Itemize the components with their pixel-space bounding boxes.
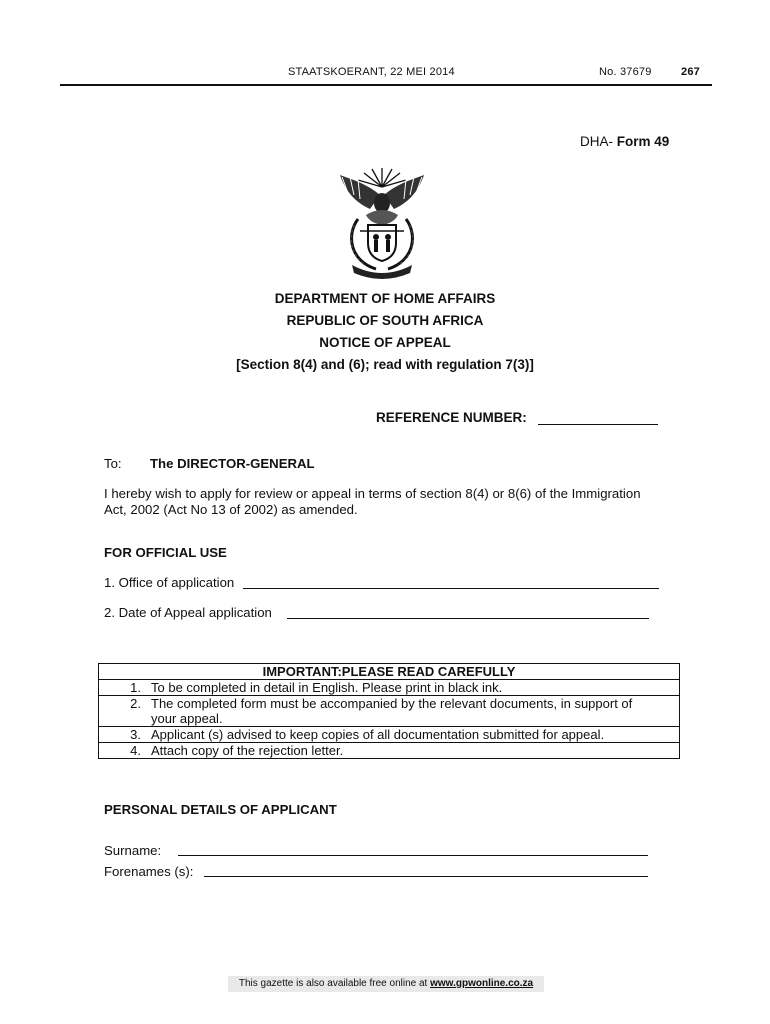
surname-label: Surname: [104,843,162,858]
title-section: [Section 8(4) and (6); read with regulation 7(3)] [236,357,534,372]
title-department: DEPARTMENT OF HOME AFFAIRS [274,291,496,306]
header-rule [60,84,712,86]
table-row [99,727,680,743]
instruction-number: 3. [99,727,148,743]
to-label: To: [104,456,122,471]
intro-line-1: I hereby wish to apply for review or appeal in terms of section 8(4) or 8(6) of the Immigration [104,486,641,501]
important-heading: IMPORTANT:PLEASE READ CAREFULLY [99,664,680,680]
important-instructions-table [98,663,680,759]
date-of-appeal-label: 2. Date of Appeal application [104,605,272,620]
title-republic: REPUBLIC OF SOUTH AFRICA [286,313,484,328]
instruction-text: Applicant (s) advised to keep copies of all documentation submitted for appeal. [147,727,680,743]
official-use-heading: FOR OFFICIAL USE [104,545,227,560]
personal-details-heading: PERSONAL DETAILS OF APPLICANT [104,802,337,817]
addressee-name: The DIRECTOR-GENERAL [150,456,315,471]
office-of-application-field[interactable] [243,588,659,589]
date-of-appeal-field[interactable] [287,618,649,619]
instruction-text-line-1: The completed form must be accompanied by the relevant documents, in support of [151,696,633,711]
form-id-prefix: DHA- [580,134,613,149]
surname-field[interactable] [178,855,648,856]
instruction-text: Attach copy of the rejection letter. [147,743,680,759]
instruction-text-line-2: your appeal. [151,711,223,726]
form-id [580,134,669,149]
gazette-number: No. 37679 [599,66,652,78]
footer-notice [228,976,544,992]
forenames-label: Forenames (s): [104,864,194,879]
table-row [99,680,680,696]
gazette-title: STAATSKOERANT, 22 MEI 2014 [288,66,455,78]
intro-line-2: Act, 2002 (Act No 13 of 2002) as amended. [104,502,358,517]
form-id-label: Form 49 [616,134,670,149]
reference-number-field[interactable] [538,424,658,425]
instruction-number: 1. [99,680,148,696]
table-row [99,664,680,680]
title-notice: NOTICE OF APPEAL [319,335,451,350]
instruction-text: To be completed in detail in English. Please print in black ink. [147,680,680,696]
office-of-application-label: 1. Office of application [104,575,235,590]
forenames-field[interactable] [204,876,648,877]
south-africa-coat-of-arms-icon [330,165,434,281]
instruction-number: 4. [99,743,148,759]
page-number: 267 [681,66,700,78]
instruction-text [147,696,680,727]
table-row [99,696,680,727]
instruction-number: 2. [99,696,148,727]
reference-number-label: REFERENCE NUMBER: [376,410,527,425]
table-row [99,743,680,759]
footer-link[interactable]: www.gpwonline.co.za [430,978,534,989]
footer-text: This gazette is also available free online at [238,978,428,989]
